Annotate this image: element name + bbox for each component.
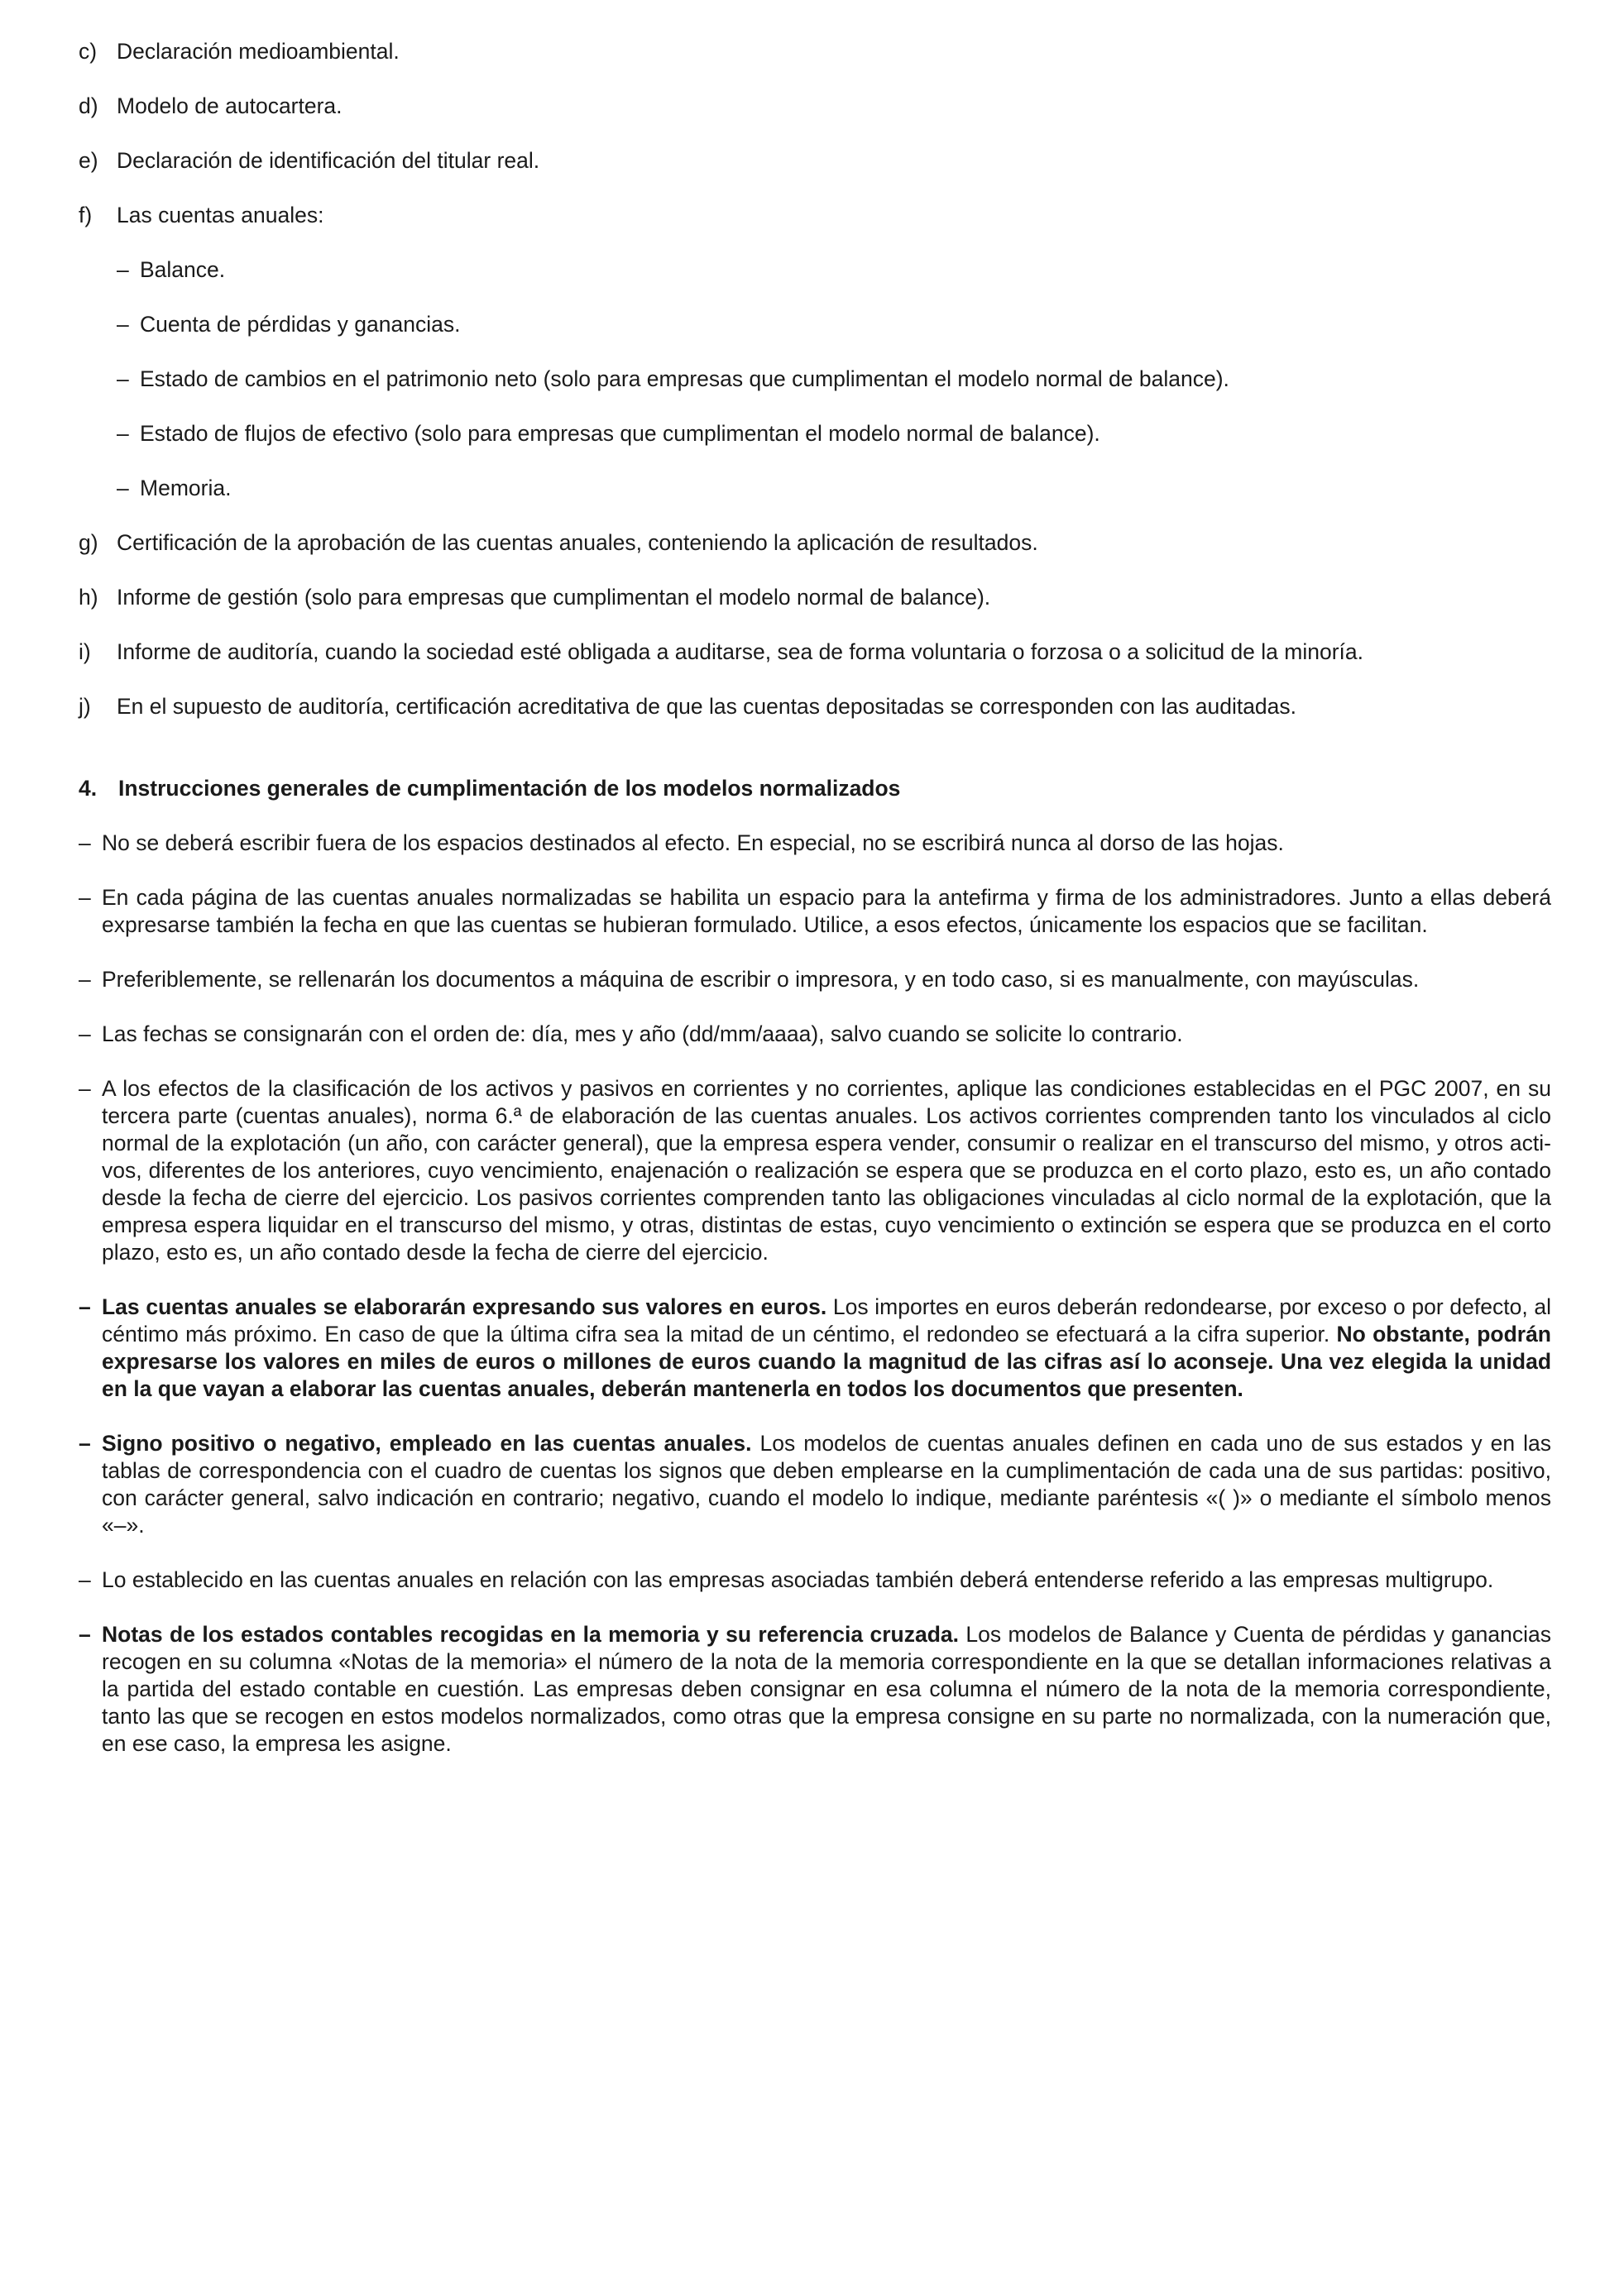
- instruction-item: [79, 884, 1551, 939]
- list-marker: e): [79, 148, 98, 173]
- instruction-item-notas: [79, 1621, 1551, 1758]
- instruction-text: Preferiblemente, se rellenarán los documentos a máquina de escribir o impresora, y en todo caso, si es manualmente, con mayúsculas.: [102, 967, 1420, 992]
- list-item: [79, 93, 1551, 120]
- list-item-text: Informe de auditoría, cuando la sociedad esté obligada a auditarse, sea de forma voluntaria o forzosa o a solicitud de la minoría.: [117, 639, 1363, 664]
- list-item-text: Modelo de autocartera.: [117, 93, 343, 118]
- dash-marker: –: [79, 1622, 91, 1647]
- instruction-text: A los efectos de la clasificación de los activos y pasivos en corrientes y no corrientes, aplique las condiciones establecidas en el PGC 2007, en su tercera parte (cuentas anuales), norma 6.ª de elaboración de las cuentas anuales. Los activos corrientes comprenden tanto los vinculados al ciclo normal de la explotación (un año, con carácter general), que la empresa espera vender, consumir o realizar en el transcurso del mismo, y otros activos, diferentes de los anteriores, cuyo vencimiento, enajenación o realización se espera que se produzca en el corto plazo, esto es, un año contado desde la fecha de cierre del ejercicio. Los pasivos corrientes comprenden tanto las obligaciones vinculadas al ciclo normal de la explotación, que la empresa espera liquidar en el transcurso del mismo, y otras, distintas de estas, cuyo vencimiento o extinción se espera que se produzca en el corto plazo, esto es, un año contado desde la fecha de cierre del ejercicio.: [102, 1076, 1551, 1265]
- list-item-text: Informe de gestión (solo para empresas que cumplimentan el modelo normal de balance).: [117, 585, 991, 610]
- sub-list-item: [79, 475, 1551, 502]
- list-marker: i): [79, 639, 91, 664]
- dash-marker: –: [79, 885, 91, 910]
- dash-marker: –: [79, 1431, 91, 1456]
- instruction-text: En cada página de las cuentas anuales normalizadas se habilita un espacio para la antefirma y firma de los administradores. Junto a ellas deberá expresarse también la fecha en que las cuentas se hubieran formulado. Utilice, a esos efectos, únicamente los espacios que se facilitan.: [102, 885, 1551, 937]
- sub-list-item: [79, 366, 1551, 393]
- dash-marker: –: [79, 1076, 91, 1101]
- bold-text: No obstante, podrán expresarse los valores en miles de euros o millones de euros cuando la magnitud de las cifras así lo aconseje. Una vez elegida la unidad en la que vayan a elaborar las cuentas anuales, deberán mantenerla en todos los documentos que presenten.: [102, 1322, 1551, 1401]
- list-item: [79, 584, 1551, 611]
- list-item: [79, 38, 1551, 65]
- instruction-item-signo: [79, 1430, 1551, 1539]
- instruction-text: Lo establecido en las cuentas anuales en relación con las empresas asociadas también deberá entenderse referido a las empresas multigrupo.: [102, 1567, 1494, 1592]
- dash-marker: –: [117, 312, 129, 337]
- list-item-text: Declaración medioambiental.: [117, 39, 400, 64]
- instruction-item: [79, 830, 1551, 857]
- list-item-text: Certificación de la aprobación de las cuentas anuales, conteniendo la aplicación de resultados.: [117, 530, 1038, 555]
- body-text: Los modelos de cuentas anuales definen en cada uno de sus estados y en las tablas de correspondencia con el cuadro de cuentas los signos que deben emplearse en la cumplimentación de cada una de sus partidas: positivo, con carácter general, salvo indicación en contrario; negativo, cuando el modelo lo indique, mediante paréntesis «( )» o mediante el símbolo menos «–».: [102, 1431, 1552, 1538]
- instruction-item-asociadas: [79, 1567, 1551, 1594]
- list-item: [79, 693, 1551, 720]
- instruction-item: [79, 1021, 1551, 1048]
- list-marker: c): [79, 39, 98, 64]
- instruction-item-euros: [79, 1294, 1551, 1403]
- document-page: [79, 38, 1551, 1785]
- sub-list-item: [79, 311, 1551, 338]
- dash-marker: –: [79, 830, 91, 855]
- list-marker: j): [79, 694, 91, 719]
- sub-list-item-text: Cuenta de pérdidas y ganancias.: [140, 312, 461, 337]
- list-marker: f): [79, 203, 93, 227]
- sub-list-item-text: Balance.: [140, 257, 226, 282]
- bold-lead: Signo positivo o negativo, empleado en las cuentas anuales.: [102, 1431, 752, 1456]
- sub-list-item-text: Memoria.: [140, 476, 232, 500]
- dash-marker: –: [79, 967, 91, 992]
- section-heading: [79, 775, 1551, 802]
- body-text: Los importes en euros deberán redondearse, por exceso o por defecto, al céntimo más próximo. En caso de que la última cifra sea la mitad de un céntimo, el redondeo se efectuará a la cifra superior.: [102, 1294, 1551, 1347]
- list-marker: d): [79, 93, 98, 118]
- list-item-text: Las cuentas anuales:: [117, 203, 324, 227]
- bold-lead: Notas de los estados contables recogidas en la memoria y su referencia cruzada.: [102, 1622, 959, 1647]
- dash-marker: –: [79, 1294, 91, 1319]
- section-title: Instrucciones generales de cumplimentación de los modelos normalizados: [118, 776, 901, 801]
- list-item-text: En el supuesto de auditoría, certificación acreditativa de que las cuentas depositadas se corresponden con las auditadas.: [117, 694, 1297, 719]
- instruction-text: No se deberá escribir fuera de los espacios destinados al efecto. En especial, no se escribirá nunca al dorso de las hojas.: [102, 830, 1284, 855]
- sub-list-item: [79, 420, 1551, 447]
- instruction-text: Las fechas se consignarán con el orden de: día, mes y año (dd/mm/aaaa), salvo cuando se solicite lo contrario.: [102, 1021, 1183, 1046]
- list-item: [79, 529, 1551, 557]
- list-marker: h): [79, 585, 98, 610]
- dash-marker: –: [117, 366, 129, 391]
- list-item-text: Declaración de identificación del titular real.: [117, 148, 540, 173]
- list-item: [79, 147, 1551, 175]
- dash-marker: –: [79, 1567, 91, 1592]
- instruction-item: [79, 966, 1551, 993]
- instruction-item: [79, 1075, 1551, 1266]
- sub-list-item: [79, 256, 1551, 284]
- sub-list-item-text: Estado de cambios en el patrimonio neto (solo para empresas que cumplimentan el modelo normal de balance).: [140, 366, 1229, 391]
- dash-marker: –: [117, 257, 129, 282]
- sub-list-item-text: Estado de flujos de efectivo (solo para empresas que cumplimentan el modelo normal de balance).: [140, 421, 1100, 446]
- bold-lead: Las cuentas anuales se elaborarán expresando sus valores en euros.: [102, 1294, 827, 1319]
- dash-marker: –: [117, 421, 129, 446]
- instruction-text: [102, 1621, 1551, 1758]
- instruction-text: [102, 1294, 1551, 1403]
- list-item: [79, 202, 1551, 229]
- instruction-text: [102, 1430, 1551, 1539]
- list-marker: g): [79, 530, 98, 555]
- list-item: [79, 639, 1551, 666]
- section-number: 4.: [79, 776, 98, 801]
- body-text: Los modelos de Balance y Cuenta de pérdidas y ganancias recogen en su columna «Notas de la memoria» el número de la nota de la memoria correspondiente en la que se detallan informaciones relativas a la partida del estado contable en cuestión. Las empresas deben consignar en esa columna el número de la nota de la memoria correspondiente, tanto las que se recogen en estos modelos normalizados, como otras que la empresa consigne en su parte no normalizada, con la numeración que, en ese caso, la empresa les asigne.: [102, 1622, 1551, 1756]
- dash-marker: –: [79, 1021, 91, 1046]
- dash-marker: –: [117, 476, 129, 500]
